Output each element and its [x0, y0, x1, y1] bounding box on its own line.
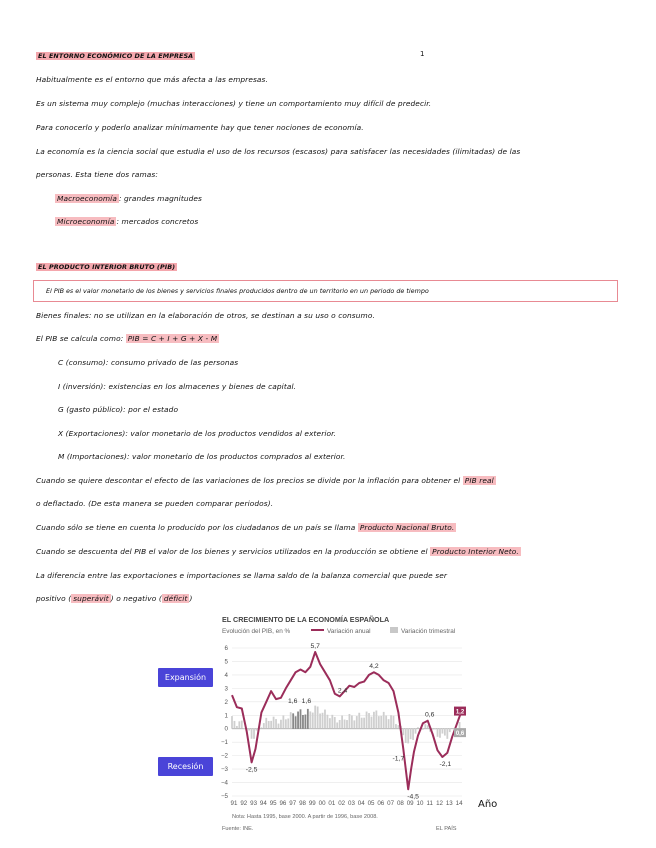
quarterly-bar	[278, 724, 280, 729]
quarterly-bar	[378, 716, 380, 729]
recesion-tag: Recesión	[158, 757, 213, 776]
data-label: 0,6	[424, 711, 435, 719]
quarterly-bar	[270, 721, 272, 729]
x-tick-label: 95	[269, 800, 277, 807]
quarterly-bar	[434, 729, 436, 730]
quarterly-bar	[356, 716, 358, 729]
quarterly-bar	[273, 717, 275, 729]
quarterly-bar	[388, 719, 390, 729]
y-tick-label: 3	[224, 685, 228, 693]
chart-note: Nota: Hasta 1995, base 2000. A partir de 1996, base 2008.	[232, 814, 378, 820]
quarterly-bar	[373, 712, 375, 729]
data-label: -2,5	[245, 766, 258, 774]
text-line: personas. Esta tiene dos ramas:	[36, 170, 158, 179]
quarterly-bar	[422, 729, 424, 730]
y-tick-label: 5	[224, 658, 228, 666]
x-tick-label: 08	[396, 800, 404, 807]
x-tick-label: 10	[416, 800, 424, 807]
quarterly-bar	[275, 719, 277, 729]
quarterly-bar	[395, 724, 397, 729]
y-tick-label: 6	[224, 645, 228, 652]
chart-credit: EL PAÍS	[436, 826, 457, 832]
x-tick-label: 91	[230, 800, 238, 807]
quarterly-bar	[322, 713, 324, 729]
quarterly-bar	[351, 716, 353, 729]
y-tick-label: 1	[224, 712, 228, 720]
quarterly-bar	[341, 716, 343, 729]
quarterly-bar	[287, 719, 289, 729]
x-tick-label: 01	[328, 800, 336, 807]
component-m: M (Importaciones): valor monetario de los productos comprados al exterior.	[58, 452, 346, 461]
x-tick-label: 07	[387, 800, 395, 807]
quarterly-bar	[263, 723, 265, 729]
y-tick-label: −5	[220, 793, 228, 800]
text-line: Cuando se descuenta del PIB el valor de los bienes y servicios utilizados en la producción se obtiene el Producto Interior Neto.	[36, 547, 519, 556]
quarterly-bar	[344, 720, 346, 729]
calc-line: El PIB se calcula como: PIB = C + I + G + X - M	[36, 334, 218, 343]
quarterly-bar	[415, 729, 417, 734]
legend-quarterly: Variación trimestral	[401, 628, 456, 635]
quarterly-bar	[260, 727, 262, 728]
x-tick-label: 12	[436, 800, 443, 807]
quarterly-bar	[307, 709, 309, 729]
quarterly-bar	[366, 712, 368, 729]
quarterly-bar	[393, 716, 395, 729]
x-tick-label: 11	[426, 800, 433, 807]
x-tick-label: 00	[318, 800, 326, 807]
quarterly-bar	[314, 706, 316, 729]
section-title-entorno: EL ENTORNO ECONÓMICO DE LA EMPRESA	[38, 52, 194, 60]
quarterly-bar	[385, 716, 387, 729]
y-tick-label: 2	[224, 698, 228, 706]
section-title-pib: EL PRODUCTO INTERIOR BRUTO (PIB)	[38, 263, 176, 271]
quarterly-bar	[427, 725, 429, 728]
data-label: 2,4	[337, 687, 348, 695]
quarterly-bar	[238, 721, 240, 728]
quarterly-bar	[327, 715, 329, 729]
y-tick-label: 4	[224, 671, 228, 679]
text-line: Para conocerlo y poderlo analizar mínimamente hay que tener nociones de economía.	[36, 123, 364, 132]
x-tick-label: 94	[259, 800, 267, 807]
text-line: La economía es la ciencia social que estudia el uso de los recursos (escasos) para satisfacer las necesidades (ilimitadas) de las	[36, 147, 521, 156]
data-label: -2,1	[439, 760, 452, 768]
quarterly-bar	[339, 720, 341, 729]
data-label: 1,6	[287, 698, 298, 706]
x-tick-label: 14	[455, 800, 463, 807]
quarterly-bar	[346, 720, 348, 729]
page-number: 1	[420, 50, 425, 58]
quarterly-bar	[331, 715, 333, 729]
y-tick-label: −4	[220, 779, 228, 787]
quarterly-bar	[336, 722, 338, 728]
chart-subtitle: Evolución del PIB, en %	[222, 628, 291, 635]
quarterly-bar	[248, 729, 250, 731]
y-tick-label: 0	[224, 725, 228, 733]
x-tick-label: 13	[445, 800, 453, 807]
x-tick-label: 09	[406, 800, 414, 807]
quarterly-bar	[268, 721, 270, 729]
quarterly-bar	[407, 729, 409, 744]
x-tick-label: 97	[289, 800, 297, 807]
chart-source: Fuente: INE.	[222, 826, 254, 832]
pib-definition-box: El PIB es el valor monetario de los bienes y servicios finales producidos dentro de un territorio en un periodo de tiempo	[33, 280, 618, 302]
quarterly-bar	[371, 717, 373, 729]
quarterly-bar	[383, 712, 385, 729]
text-line: Habitualmente es el entorno que más afecta a las empresas.	[36, 75, 268, 84]
quarterly-bar	[290, 712, 292, 729]
quarterly-bar	[312, 713, 314, 729]
quarterly-bar	[459, 722, 461, 729]
quarterly-bar	[424, 724, 426, 729]
quarterly-bar	[253, 729, 255, 739]
y-tick-label: −2	[220, 752, 228, 760]
quarterly-bar	[231, 716, 233, 729]
quarterly-bar	[319, 714, 321, 729]
x-tick-label: 99	[308, 800, 316, 807]
anio-label: Año	[478, 799, 498, 810]
quarterly-bar	[412, 729, 414, 740]
text-line: positivo ( superávit ) o negativo ( déficit )	[36, 594, 193, 603]
quarterly-bar	[236, 726, 238, 729]
quarterly-bar	[446, 729, 448, 739]
component-i: I (inversión): existencias en los almacenes y bienes de capital.	[58, 382, 297, 391]
x-tick-label: 98	[299, 800, 306, 807]
quarterly-bar	[390, 715, 392, 728]
x-tick-label: 96	[279, 800, 287, 807]
data-label: 1,2	[455, 709, 465, 716]
quarterly-bar	[302, 715, 304, 729]
text-line: Cuando se quiere descontar el efecto de las variaciones de los precios se divide por la inflación para obtener el PIB real	[36, 476, 494, 485]
pib-formula: PIB = C + I + G + X - M	[127, 334, 218, 343]
quarterly-bar	[241, 721, 243, 729]
data-label: -4,5	[407, 793, 419, 801]
x-tick-label: 03	[348, 800, 355, 807]
quarterly-bar	[334, 717, 336, 729]
quarterly-bar	[305, 715, 307, 729]
quarterly-bar	[442, 729, 444, 734]
x-tick-label: 04	[357, 800, 365, 807]
quarterly-bar	[437, 729, 439, 737]
data-label: 5,7	[310, 643, 320, 651]
quarterly-bar	[317, 707, 319, 729]
quarterly-bar	[265, 718, 267, 729]
quarterly-bar	[297, 712, 299, 729]
quarterly-bar	[363, 718, 365, 729]
text-line: Es un sistema muy complejo (muchas interacciones) y tiene un comportamiento muy difícil de predecir.	[36, 99, 432, 108]
quarterly-bar	[324, 710, 326, 729]
x-tick-label: 05	[367, 800, 375, 807]
branch-macro: Macroeconomía : grandes magnitudes	[57, 194, 203, 203]
data-label: 4,2	[369, 663, 379, 671]
quarterly-bar	[397, 725, 399, 729]
data-label: 1,6	[301, 698, 312, 706]
data-label: -1,7	[392, 755, 405, 763]
quarterly-bar	[292, 713, 294, 728]
quarterly-bar	[353, 720, 355, 728]
component-x: X (Exportaciones): valor monetario de los productos vendidos al exterior.	[58, 429, 337, 438]
quarterly-bar	[234, 721, 236, 729]
quarterly-bar	[361, 718, 363, 729]
quarterly-bar	[375, 710, 377, 728]
y-tick-label: −1	[220, 739, 228, 747]
quarterly-bar	[449, 729, 451, 732]
y-tick-label: −3	[220, 766, 228, 774]
quarterly-bar	[282, 716, 284, 729]
quarterly-bar	[410, 729, 412, 739]
x-tick-label: 92	[240, 800, 248, 807]
quarterly-bar	[251, 729, 253, 739]
quarterly-bar	[280, 720, 282, 729]
expansion-tag: Expansión	[158, 668, 213, 687]
quarterly-bar	[402, 729, 404, 735]
text-line: Bienes finales: no se utilizan en la elaboración de otros, se destinan a su uso o consumo.	[36, 311, 375, 320]
component-g: G (gasto público): por el estado	[58, 405, 179, 414]
quarterly-bar	[285, 719, 287, 728]
quarterly-bar	[295, 716, 297, 728]
quarterly-bar	[368, 713, 370, 729]
text-line: o deflactado. (De esta manera se pueden comparar periodos).	[36, 499, 274, 508]
data-label: 0,6	[455, 731, 465, 738]
x-tick-label: 06	[377, 800, 385, 807]
quarterly-bar	[417, 727, 419, 728]
quarterly-bar	[329, 718, 331, 729]
quarterly-bar	[256, 729, 258, 731]
quarterly-bar	[358, 713, 360, 729]
quarterly-bar	[300, 709, 302, 728]
quarterly-bar	[439, 729, 441, 738]
text-line: Cuando sólo se tiene en cuenta lo producido por los ciudadanos de un país se llama Producto Nacional Bruto.	[36, 523, 455, 532]
x-tick-label: 93	[250, 800, 258, 807]
legend-swatch-quarterly	[390, 627, 398, 633]
legend-annual: Variación anual	[327, 628, 371, 635]
chart-title: EL CRECIMIENTO DE LA ECONOMÍA ESPAÑOLA	[222, 615, 390, 624]
quarterly-bar	[309, 711, 311, 728]
component-c: C (consumo): consumo privado de las personas	[58, 358, 239, 367]
quarterly-bar	[405, 729, 407, 743]
quarterly-bar	[380, 716, 382, 729]
quarterly-bar	[444, 729, 446, 736]
quarterly-bar	[349, 714, 351, 729]
branch-micro: Microeconomía : mercados concretos	[57, 217, 199, 226]
x-tick-label: 02	[338, 800, 346, 807]
text-line: La diferencia entre las exportaciones e importaciones se llama saldo de la balanza comercial que puede ser	[36, 571, 448, 580]
